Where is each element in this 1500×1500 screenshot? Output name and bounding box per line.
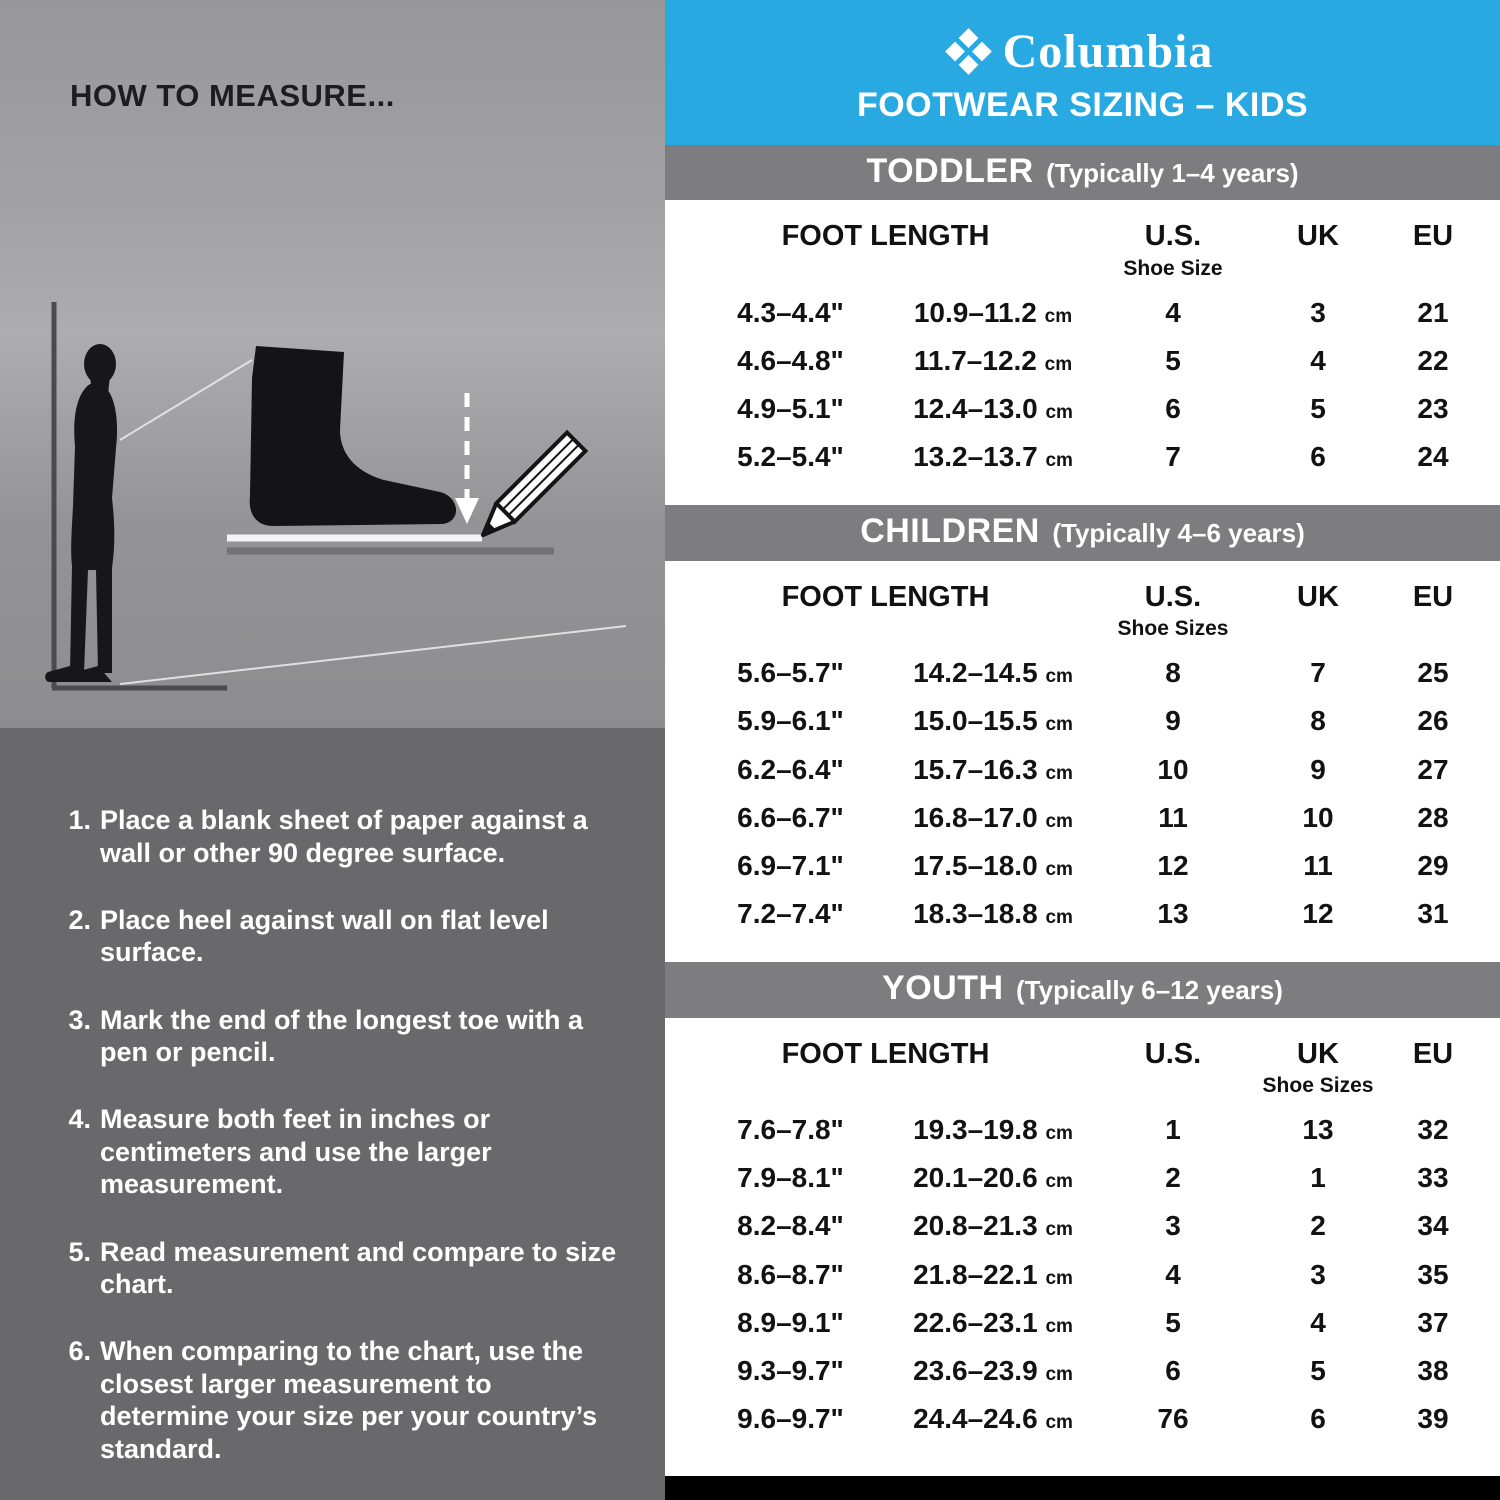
uk-size: 4 [1310, 1306, 1326, 1338]
column-eu-label: EU [1412, 220, 1454, 253]
column-eu-sub [1378, 1074, 1488, 1102]
foot-length-inches: 7.6–7.8" [737, 1114, 844, 1146]
bottom-bar [665, 1476, 1500, 1500]
eu-size: 33 [1417, 1162, 1449, 1194]
uk-size: 3 [1310, 296, 1326, 328]
cm-unit: cm [1045, 1364, 1073, 1386]
foot-length-inches: 4.6–4.8" [737, 344, 844, 376]
foot-length-inches: 8.6–8.7" [737, 1258, 844, 1290]
sizing-title: FOOTWEAR SIZING – KIDS [856, 86, 1309, 124]
us-size: 4 [1165, 296, 1181, 328]
eu-size: 21 [1417, 296, 1449, 328]
uk-size: 6 [1310, 441, 1326, 473]
step-text: Measure both feet in inches or centimeters and use the larger measurement. [100, 1104, 492, 1200]
foot-length-inches: 4.9–5.1" [737, 393, 844, 425]
column-uk-label: UK [1297, 1037, 1339, 1070]
eu-size: 35 [1417, 1258, 1449, 1290]
foot-length-cm: 15.7–16.3 cm [913, 753, 1073, 785]
column-uk-sub [1258, 617, 1378, 645]
uk-size: 6 [1310, 1403, 1326, 1435]
measure-arrow-icon [455, 393, 479, 524]
size-section [665, 145, 1500, 505]
foot-length-cm: 21.8–22.1 cm [913, 1258, 1073, 1290]
us-size: 11 [1158, 801, 1188, 833]
foot-length-inches: 7.2–7.4" [737, 898, 844, 930]
column-us [1088, 581, 1258, 645]
foot-length-cm: 18.3–18.8 cm [913, 898, 1073, 930]
foot-length-inches: 8.9–9.1" [737, 1306, 844, 1338]
foot-length-cm: 12.4–13.0 cm [913, 393, 1073, 425]
section-header-bar [665, 962, 1500, 1017]
measure-step [62, 1103, 625, 1200]
us-size: 9 [1165, 705, 1181, 737]
cm-unit: cm [1045, 666, 1073, 688]
column-eu-label: EU [1412, 1037, 1454, 1070]
column-eu-label: EU [1412, 580, 1454, 613]
size-table-header [665, 1018, 1500, 1102]
foot-length-inches: 8.2–8.4" [737, 1210, 844, 1242]
cm-unit: cm [1045, 1219, 1073, 1241]
step-number: 1. [68, 805, 91, 836]
section-name: YOUTH [882, 969, 1004, 1008]
column-uk [1258, 1038, 1378, 1102]
column-us [1088, 220, 1258, 284]
section-name: CHILDREN [860, 512, 1040, 551]
column-foot-length: FOOT LENGTH [781, 580, 990, 613]
measure-step [62, 1335, 625, 1465]
us-size: 6 [1165, 393, 1181, 425]
uk-size: 8 [1310, 705, 1326, 737]
size-sections [665, 145, 1500, 1467]
size-section [665, 962, 1500, 1467]
us-size: 7 [1165, 441, 1181, 473]
cm-unit: cm [1045, 1412, 1073, 1434]
pencil-icon [474, 433, 586, 545]
cm-unit: cm [1044, 305, 1073, 327]
eu-size: 24 [1417, 441, 1449, 473]
foot-length-inches: 6.9–7.1" [737, 849, 844, 881]
foot-length-cm: 17.5–18.0 cm [913, 849, 1073, 881]
cm-unit: cm [1045, 858, 1073, 880]
size-section [665, 505, 1500, 962]
eu-size: 34 [1417, 1210, 1449, 1242]
cm-unit: cm [1045, 907, 1073, 929]
size-table-body [665, 1102, 1500, 1467]
step-number: 5. [68, 1236, 91, 1267]
uk-size: 4 [1310, 344, 1326, 376]
eu-size: 22 [1417, 344, 1449, 376]
us-size: 5 [1165, 1306, 1181, 1338]
cm-unit: cm [1045, 762, 1073, 784]
column-us-label: U.S. [1144, 580, 1202, 613]
us-size: 2 [1165, 1162, 1181, 1194]
size-table-body [665, 285, 1500, 506]
cm-unit: cm [1045, 450, 1073, 472]
column-us [1088, 1038, 1258, 1102]
us-size: 6 [1165, 1355, 1181, 1387]
columbia-emblem-icon [945, 28, 992, 75]
eu-size: 23 [1417, 393, 1449, 425]
foot-length-cm: 10.9–11.2 cm [913, 296, 1073, 328]
column-uk-sub [1258, 257, 1378, 285]
cm-unit: cm [1045, 1315, 1073, 1337]
column-eu-sub [1378, 617, 1488, 645]
us-size: 3 [1165, 1210, 1181, 1242]
column-us-label: U.S. [1144, 1037, 1202, 1070]
foot-length-cm: 23.6–23.9 cm [913, 1355, 1073, 1387]
step-number: 6. [68, 1336, 91, 1367]
us-size: 76 [1157, 1403, 1189, 1435]
measure-steps-list [62, 804, 625, 1465]
column-foot-length: FOOT LENGTH [781, 1037, 990, 1070]
foot-length-inches: 5.6–5.7" [737, 657, 844, 689]
eu-size: 38 [1417, 1355, 1449, 1387]
uk-size: 11 [1303, 849, 1333, 881]
step-number: 3. [68, 1004, 91, 1035]
cm-unit: cm [1045, 810, 1073, 832]
column-uk-label: UK [1297, 220, 1339, 253]
foot-length-cm: 14.2–14.5 cm [913, 657, 1073, 689]
brand-header [665, 0, 1500, 145]
foot-length-inches: 9.3–9.7" [737, 1355, 844, 1387]
uk-size: 13 [1302, 1114, 1334, 1146]
measurement-illustration [12, 288, 642, 723]
section-name: TODDLER [866, 152, 1034, 190]
section-age-range: (Typically 1–4 years) [1046, 158, 1299, 188]
brand-wordmark: Columbia [1002, 24, 1214, 78]
foot-length-cm: 24.4–24.6 cm [913, 1403, 1073, 1435]
column-uk [1258, 581, 1378, 645]
uk-size: 5 [1310, 393, 1326, 425]
left-panel [0, 0, 665, 1500]
column-us-label: U.S. [1144, 220, 1202, 253]
eu-size: 29 [1417, 849, 1449, 881]
column-eu [1378, 220, 1488, 284]
column-us-sub: Shoe Sizes [1117, 617, 1229, 641]
foot-length-inches: 7.9–8.1" [737, 1162, 844, 1194]
section-header-bar [665, 505, 1500, 560]
column-uk [1258, 220, 1378, 284]
uk-size: 5 [1310, 1355, 1326, 1387]
column-foot-length: FOOT LENGTH [781, 220, 990, 253]
us-size: 10 [1157, 753, 1189, 785]
measure-steps-panel [0, 728, 665, 1500]
us-size: 5 [1165, 344, 1181, 376]
eu-size: 39 [1417, 1403, 1449, 1435]
step-text: Read measurement and compare to size chart. [100, 1236, 617, 1300]
foot-length-cm: 20.8–21.3 cm [913, 1210, 1073, 1242]
section-header-bar [665, 145, 1500, 200]
foot-length-cm: 19.3–19.8 cm [913, 1114, 1073, 1146]
column-eu [1378, 581, 1488, 645]
column-eu-sub [1378, 257, 1488, 285]
size-table-body [665, 645, 1500, 962]
uk-size: 2 [1310, 1210, 1326, 1242]
cm-unit: cm [1045, 402, 1073, 424]
us-size: 4 [1165, 1258, 1181, 1290]
foot-length-inches: 5.9–6.1" [737, 705, 844, 737]
foot-length-cm: 11.7–12.2 cm [913, 344, 1073, 376]
uk-size: 1 [1310, 1162, 1326, 1194]
section-age-range: (Typically 6–12 years) [1016, 975, 1283, 1006]
cm-unit: cm [1045, 1123, 1073, 1145]
cm-unit: cm [1044, 353, 1073, 375]
step-text: Place heel against wall on flat level surface. [100, 904, 549, 968]
cm-unit: cm [1045, 1267, 1073, 1289]
uk-size: 7 [1310, 657, 1326, 689]
foot-length-inches: 4.3–4.4" [737, 296, 844, 328]
foot-length-inches: 9.6–9.7" [737, 1403, 844, 1435]
uk-size: 10 [1302, 801, 1334, 833]
eu-size: 32 [1417, 1114, 1449, 1146]
step-text: Mark the end of the longest toe with a pen or pencil. [100, 1004, 584, 1068]
foot-length-cm: 15.0–15.5 cm [913, 705, 1073, 737]
column-us-sub [1088, 1074, 1258, 1102]
measure-header-area [0, 0, 665, 728]
column-uk-sub: Shoe Sizes [1262, 1074, 1374, 1098]
foot-length-cm: 22.6–23.1 cm [913, 1306, 1073, 1338]
eu-size: 27 [1417, 753, 1449, 785]
eu-size: 37 [1417, 1306, 1449, 1338]
columbia-logo [665, 22, 1500, 80]
foot-length-cm: 13.2–13.7 cm [913, 441, 1073, 473]
step-text: Place a blank sheet of paper against a wall or other 90 degree surface. [100, 805, 588, 868]
uk-size: 9 [1310, 753, 1326, 785]
measure-step [62, 904, 625, 969]
foot-length-inches: 5.2–5.4" [737, 441, 844, 473]
foot-length-inches: 6.6–6.7" [737, 801, 844, 833]
eu-size: 26 [1417, 705, 1449, 737]
size-table-header [665, 561, 1500, 645]
foot-length-cm: 16.8–17.0 cm [913, 801, 1073, 833]
us-size: 8 [1165, 657, 1181, 689]
cm-unit: cm [1045, 1171, 1073, 1193]
uk-size: 12 [1302, 898, 1334, 930]
foot-length-inches: 6.2–6.4" [737, 753, 844, 785]
us-size: 13 [1157, 898, 1189, 930]
eu-size: 25 [1417, 657, 1449, 689]
step-number: 4. [68, 1104, 91, 1135]
section-age-range: (Typically 4–6 years) [1052, 518, 1305, 549]
sizing-chart-panel [665, 0, 1500, 1500]
us-size: 1 [1165, 1114, 1181, 1146]
measure-step [62, 1004, 625, 1069]
step-number: 2. [68, 904, 91, 935]
foot-length-cm: 20.1–20.6 cm [913, 1162, 1073, 1194]
us-size: 12 [1157, 849, 1189, 881]
uk-size: 3 [1310, 1258, 1326, 1290]
how-to-measure-title: HOW TO MEASURE... [70, 78, 395, 113]
eu-size: 31 [1417, 898, 1449, 930]
size-table-header [665, 200, 1500, 284]
cm-unit: cm [1045, 714, 1073, 736]
eu-size: 28 [1417, 801, 1449, 833]
column-uk-label: UK [1297, 580, 1339, 613]
measure-step [62, 1236, 625, 1301]
measure-step [62, 804, 625, 869]
column-eu [1378, 1038, 1488, 1102]
column-us-sub: Shoe Size [1123, 256, 1223, 280]
step-text: When comparing to the chart, use the closest larger measurement to determine your size per your country’s standard. [100, 1336, 598, 1464]
